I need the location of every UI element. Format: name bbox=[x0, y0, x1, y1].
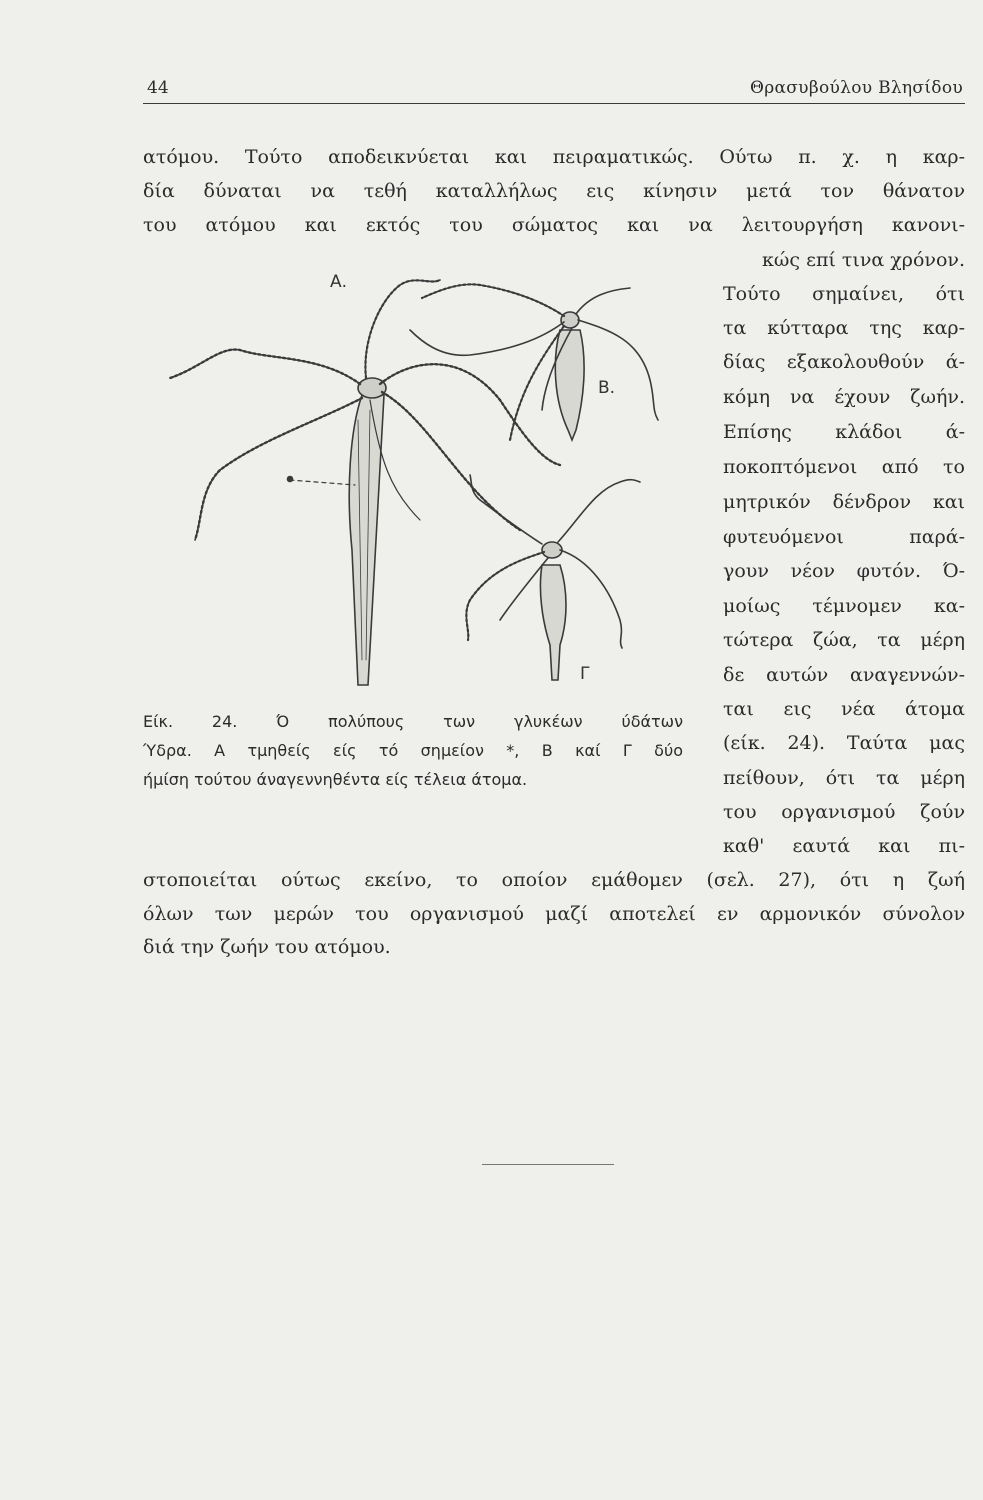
side-text-line: κώς επί τινα χρόνον. bbox=[762, 249, 965, 271]
figure-caption-line: ήμίση τούτου άναγεννηθέντα είς τέλεια άτομα. bbox=[143, 770, 528, 789]
text-line: του ατόμου και εκτός του σώματος και να λειτουργήση κανονι- bbox=[143, 214, 965, 236]
side-text-line: του οργανισμού ζούν bbox=[723, 801, 965, 823]
figure-label-a: Α. bbox=[330, 272, 348, 292]
page-number: 44 bbox=[147, 78, 169, 98]
side-text-line: μοίως τέμνομεν κα- bbox=[723, 595, 965, 617]
header-rule bbox=[143, 103, 965, 104]
text-line: διά την ζωήν του ατόμου. bbox=[143, 936, 391, 958]
side-text-line: τώτερα ζώα, τα μέρη bbox=[723, 629, 965, 651]
figure-label-b: Β. bbox=[598, 378, 616, 398]
side-text-line: μητρικόν δένδρον και bbox=[723, 491, 965, 513]
side-text-line: Τούτο σημαίνει, ότι bbox=[723, 283, 965, 305]
side-text-line: Επίσης κλάδοι ά- bbox=[723, 421, 965, 443]
side-text-line: πείθουν, ότι τα μέρη bbox=[723, 767, 965, 789]
text-line: δία δύναται να τεθή καταλλήλως εις κίνησιν μετά τον θάνατον bbox=[143, 180, 965, 202]
figure-caption-line: Ύδρα. Α τμηθείς είς τό σημείον *, Β καί Γ δύο bbox=[143, 741, 683, 760]
side-text-line: ται εις νέα άτομα bbox=[723, 698, 965, 720]
side-text-line: γουν νέον φυτόν. Ό- bbox=[723, 560, 965, 582]
hydra-c-drawing bbox=[466, 475, 640, 680]
side-text-line: (είκ. 24). Ταύτα μας bbox=[723, 732, 965, 754]
hydra-a-drawing bbox=[170, 280, 560, 685]
hydra-figure bbox=[140, 260, 680, 700]
side-text-line: δίας εξακολουθούν ά- bbox=[723, 351, 965, 373]
side-text-line: δε αυτών αναγεννών- bbox=[723, 664, 965, 686]
side-text-line: φυτευόμενοι παρά- bbox=[723, 526, 965, 548]
text-line: ατόμου. Τούτο αποδεικνύεται και πειραματικώς. Ούτω π. χ. η καρ- bbox=[143, 146, 965, 168]
side-text-line: κόμη να έχουν ζωήν. bbox=[723, 386, 965, 408]
side-text-line: ποκοπτόμενοι από το bbox=[723, 456, 965, 478]
text-line: στοποιείται ούτως εκείνο, το οποίον εμάθομεν (σελ. 27), ότι η ζωή bbox=[143, 869, 965, 891]
figure-label-c: Γ bbox=[580, 664, 590, 684]
figure-caption-line: Είκ. 24. Ό πολύπους των γλυκέων ύδάτων bbox=[143, 712, 683, 731]
text-line: όλων των μερών του οργανισμού μαζί αποτελεί εν αρμονικόν σύνολον bbox=[143, 903, 965, 925]
hydra-b-drawing bbox=[410, 284, 658, 440]
side-text-line: τα κύτταρα της καρ- bbox=[723, 317, 965, 339]
side-text-line: καθ' εαυτά και πι- bbox=[723, 835, 965, 857]
decorative-rule bbox=[482, 1164, 614, 1165]
running-head: Θρασυβούλου Βλησίδου bbox=[749, 78, 963, 98]
